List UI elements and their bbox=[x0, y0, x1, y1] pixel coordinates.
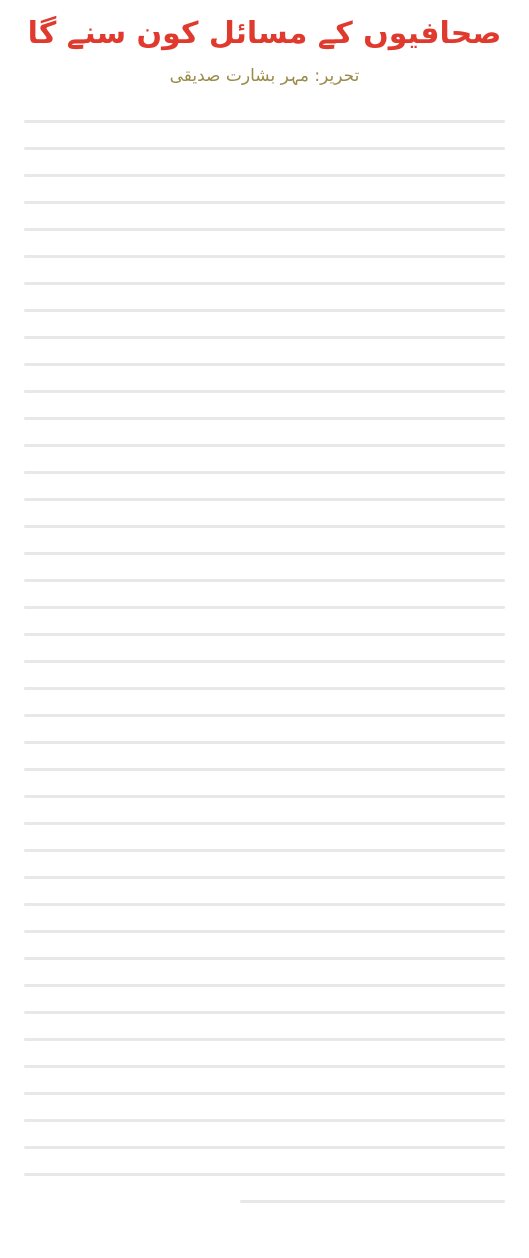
body-line-placeholder bbox=[24, 1011, 505, 1014]
body-line-placeholder bbox=[24, 147, 505, 150]
body-line-placeholder bbox=[24, 633, 505, 636]
body-line-placeholder bbox=[24, 201, 505, 204]
body-line-placeholder bbox=[24, 903, 505, 906]
body-line-placeholder bbox=[24, 984, 505, 987]
body-line-placeholder bbox=[24, 930, 505, 933]
article-body bbox=[24, 120, 505, 1244]
body-line-placeholder bbox=[24, 1038, 505, 1041]
body-line-placeholder bbox=[24, 1146, 505, 1149]
body-line-placeholder bbox=[24, 282, 505, 285]
body-line-placeholder bbox=[24, 174, 505, 177]
body-line-placeholder bbox=[24, 390, 505, 393]
body-line-placeholder bbox=[24, 417, 505, 420]
body-line-placeholder bbox=[24, 120, 505, 123]
body-line-placeholder bbox=[24, 579, 505, 582]
body-line-placeholder bbox=[24, 525, 505, 528]
article-title: صحافیوں کے مسائل کون سنے گا bbox=[27, 16, 502, 51]
body-line-placeholder bbox=[24, 228, 505, 231]
body-line-placeholder bbox=[24, 849, 505, 852]
body-line-placeholder bbox=[24, 471, 505, 474]
body-line-placeholder bbox=[24, 876, 505, 879]
body-line-placeholder bbox=[24, 741, 505, 744]
body-line-placeholder bbox=[24, 768, 505, 771]
body-line-placeholder bbox=[24, 714, 505, 717]
body-line-placeholder bbox=[24, 1119, 505, 1122]
body-line-placeholder bbox=[24, 255, 505, 258]
body-line-placeholder bbox=[24, 687, 505, 690]
body-line-placeholder bbox=[24, 822, 505, 825]
body-line-placeholder bbox=[240, 1200, 505, 1203]
body-line-placeholder bbox=[24, 1173, 505, 1176]
body-line-placeholder bbox=[24, 444, 505, 447]
body-line-placeholder bbox=[24, 1092, 505, 1095]
body-line-placeholder bbox=[24, 795, 505, 798]
body-line-placeholder bbox=[24, 309, 505, 312]
article-byline: تحریر: مہر بشارت صدیقی bbox=[169, 66, 360, 86]
body-line-placeholder bbox=[24, 336, 505, 339]
body-line-placeholder bbox=[24, 552, 505, 555]
body-line-placeholder bbox=[24, 498, 505, 501]
body-line-placeholder bbox=[24, 606, 505, 609]
body-line-placeholder bbox=[24, 660, 505, 663]
body-line-placeholder bbox=[24, 957, 505, 960]
body-line-placeholder bbox=[24, 1065, 505, 1068]
body-line-placeholder bbox=[24, 363, 505, 366]
